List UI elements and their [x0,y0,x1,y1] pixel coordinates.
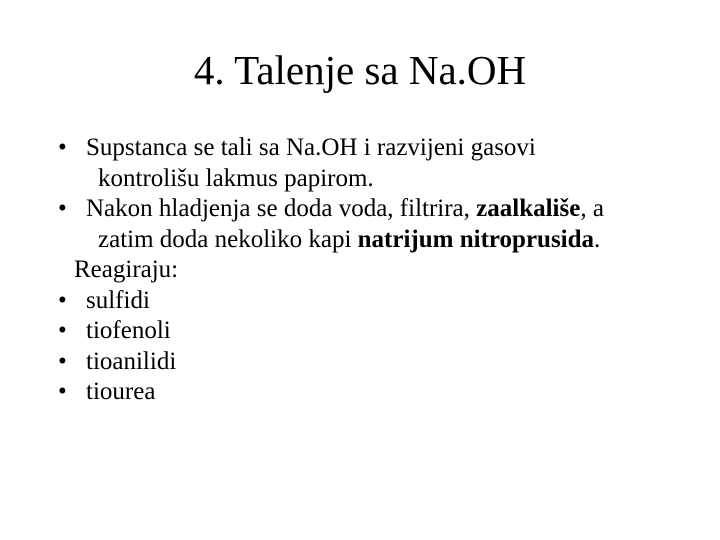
bullet-icon: • [58,286,67,314]
item-line-1 [86,194,698,225]
list-item-sulfidi [58,286,698,317]
item-line-2 [86,225,698,256]
bullet-icon: • [58,317,67,344]
item-text: tioanilidi [86,347,177,375]
bold-term-alkalize: zaalkališe [476,195,581,222]
slide-title: 4. Talenje sa Na.OH [193,47,527,93]
content-list [58,133,698,408]
list-item-tioanilidi [58,347,698,378]
item-text: sulfidi [86,286,150,314]
item-text: tiofenoli [86,317,171,344]
text-segment: . [594,225,601,253]
item-text: tiourea [86,378,156,405]
list-item-melting [58,133,698,194]
bullet-icon: • [58,134,67,161]
text-segment: Nakon hladjenja se doda voda, filtrira, [86,195,477,222]
bullet-icon: • [58,195,67,222]
item-line-2: kontrolišu lakmus papirom. [98,164,374,192]
bold-term-nitroprusside: natrijum nitroprusida [357,225,595,253]
list-item-tiourea [58,377,698,408]
text-segment: zatim doda nekoliko kapi [98,225,358,253]
item-line-1: Supstanca se tali sa Na.OH i razvijeni gasovi [86,134,536,161]
bullet-icon: • [58,378,67,405]
list-item-cooling [58,194,698,255]
list-item-tiofenoli [58,316,698,347]
reagiraju-label: Reagiraju: [74,256,179,283]
bullet-icon: • [58,347,67,375]
text-segment: , a [580,195,604,222]
